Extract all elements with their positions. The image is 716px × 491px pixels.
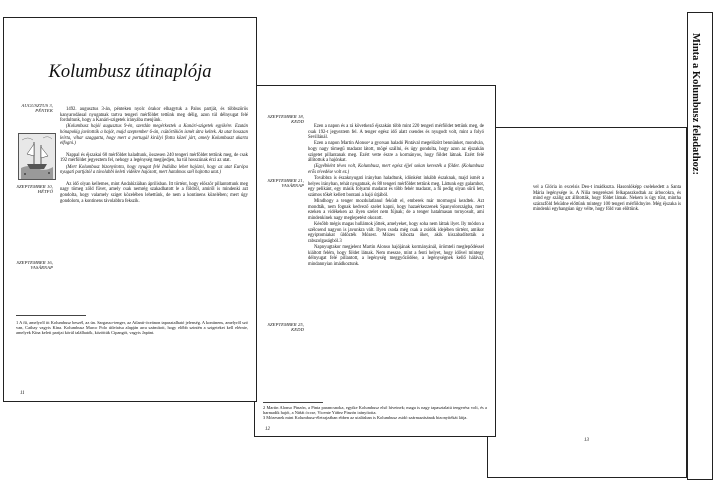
sidebar-panel xyxy=(687,12,713,480)
page-11 xyxy=(3,17,257,402)
page1-paragraph: 1492. augusztus 3-án, pénteken nyolc órakor elhagytuk a Palos partját, és többszörös kanyarodással nyugatnak tartva tengeri mérföldet tettünk meg délig, azon túl délnyugat felé fordultunk, hogy a Kanári-szigetek irányába menjünk. xyxy=(60,107,248,124)
margin-date: SZEPTEMBER 21, xyxy=(267,178,304,183)
page3-paragraph: vel a Glória in excelsis Deo-t imádkozta. Hasonlóképp cselekedett a Santa Mária legénysége is. A Niña tengerészei felkapaszkodtak az árbocokra, és mind egy szálig azt állították, hogy földet látnak. Nekem is úgy tűnt, mintha szárazföld feküdne előttünk mintegy 100 tengeri mérföldnyire. Még éjszaka is mindenki egyhangúan úgy vélte, hogy föld van előttünk. xyxy=(533,185,681,213)
page1-margin-note-2 xyxy=(10,184,53,194)
footnote-divider xyxy=(16,315,86,316)
page2-paragraph: (Egyébként téves volt, Kolumbusz, mert egész éjjel sokan keresték a földet. (Kolumbusz erős tévedése volt ez.) xyxy=(308,164,484,175)
page1-paragraph: (Mert Kolumbusz bizonyította, hogy nyugat felé Indiába lehet hajózni, hogy az utat Európa nyugati partjától a távolabbi keleti vidékre hajózott, mert hatalmas szél hajtotta utat.) xyxy=(60,164,248,176)
ship-engraving-image xyxy=(19,134,55,179)
margin-day: PÉNTEK xyxy=(35,108,53,114)
margin-date: SZEPTEMBER 10, xyxy=(16,184,53,189)
sidebar-title: Minta a Kolumbusz feladathoz: xyxy=(690,33,701,176)
page2-footnote: 3 Mózesnek mint Kolumbusz-életrajzában ebben az utalásban is Kolumbusz zsidó származásának bizonyítékát látja. xyxy=(263,415,468,421)
page-title: Kolumbusz útinaplója xyxy=(48,62,212,82)
page3-text xyxy=(533,185,681,214)
page1-paragraph: (Kolumbusz hajói augusztus 9-én, szerdán megérkeztek a Kanári-szigetek egyikére. Ezután hónapokig javították a hajót, majd szeptember 6-án, csütörtökön ismét útra keltek. Az utat hosszan leírta, vihar szaggatta, hogy mert a portugál királyi flotta közel járt, amely Kolumbuszt akarta elfogni.) xyxy=(60,124,248,147)
margin-day: HÉTFŐ xyxy=(37,189,53,195)
page2-number: 12 xyxy=(265,427,270,432)
page1-paragraph: Nappal és éjszakai 60 mérföldet haladtunk, összesen 240 tengeri mérföldet tettünk meg, de csak 192 mérföldet jegyeztem fel, nehogy a legénység megijedjen, ha túl hosszúnak érzi az utat. xyxy=(60,152,248,164)
page1-margin-note-1 xyxy=(10,103,53,113)
page2-margin-note-1 xyxy=(261,114,304,124)
page-12 xyxy=(254,85,496,437)
margin-date: SZEPTEMBER 16, xyxy=(16,260,53,265)
page2-paragraph: Később mégis magas hullámok jöttek, amelyeket, hogy soha nem láttak ilyet. Ily módon a szélcsend nagyon is javunkra vált. Ilyen csoda még csak a zsidók idejében történt, amikor egyiptomiakat üldözték Mózest. Mózes kihozta őket, akik kiszabadították a rabszolgaságból.3 xyxy=(308,222,484,244)
page3-number: 13 xyxy=(584,438,589,443)
page1-number: 11 xyxy=(20,391,25,396)
footnote-divider xyxy=(263,402,323,403)
margin-day: VASÁRNAP xyxy=(281,183,304,189)
page1-margin-note-3 xyxy=(10,260,53,270)
page1-paragraph: Az idő olyan kellemes, mint Andalúziában áprilisban. Itt történt, hogy először pillantottunk meg nagy tömeg zöld füvet, amely csak nemrég szakadhatott le a földről, amiről is mindenki azt gondolta, hogy valamely sziget közelében lehettünk, de nem a kontinens közelében; mert úgy gondolom, a kontinens távolabbra fekszik. xyxy=(60,181,248,204)
page2-paragraph: Mindhogy a tenger mozdulatlanul feküdt el, emberek már mormogni kezdtek. Azt mondták, nem fognak kedvező szelet kapni, hogy hazaérkezzenek Spanyolországba, mert ezeken a vidékeken az ilyen szelet nem fújnak; de a tenger hatalmasan tornyosult, ami mindenkinek nagy meglepetést okozott. xyxy=(308,199,484,221)
page2-footnote: 2 Martin Alonso Pinzón, a Pinta parancsnoka, egyike Kolumbusz első híveinek; maga is nagy tapasztalatú tengerész volt, és a harmadik hajót, a Niñát öccse, Vicente Yáñez Pinzón irányította. xyxy=(263,405,487,416)
margin-date: AUGUSZTUS 3, xyxy=(21,103,53,108)
margin-date: SZEPTEMBER 18, xyxy=(267,114,304,119)
page1-footnote: 1 A fű, amelyről itt Kolumbusz beszél, az ún. Sargasso-tenger, az Atlanti-óceánon tapasztalható jelenség. A kontinens, amelyről szó van, Cathay vagyis Kína. Kolumbusz Marco Polo útleírása alapján arra számított, hogy előbb szintén a szigeteket kell elérnie, amelyek Kína keleti partjai körül találhatók, közöttük Cipangót, vagyis Japánt. xyxy=(16,320,248,336)
page-13 xyxy=(487,127,687,478)
page2-footnotes xyxy=(263,405,487,421)
margin-day: KEDD xyxy=(291,327,304,333)
page2-margin-note-3 xyxy=(261,322,304,332)
page2-paragraph: Napnyugtakor megjelent Martin Alonso hajójának kormányánál, örömteli meglepődéssel kiáltott felém, hogy földet látnak. Nem messze, mint a fenti helyet, hogy idővel mintegy délnyugat felé pillantott, a legénység meggyőződése, a legénységnek kellő hálával, mindannyian imádkoztunk. xyxy=(308,245,484,267)
margin-day: VASÁRNAP xyxy=(30,265,53,271)
page2-paragraph: Továbbra is északnyugati irányban haladtunk, idönként inkább északnak, majd ismét a helyes irányban, tehát nyugatnak, és 88 tengeri mérföldet tettünk meg. Láttunk egy galambot, egy pelikánt, egy másik folyami madarat és több fehér madarat, a fű pedig olyan sűrű lett, számos tőkét kellett bontani a hajó útjából. xyxy=(308,176,484,198)
page2-margin-note-2 xyxy=(261,178,304,188)
ship-engraving-illustration xyxy=(18,133,56,180)
page2-text xyxy=(308,124,484,268)
margin-date: SZEPTEMBER 25, xyxy=(267,322,304,327)
margin-day: KEDD xyxy=(291,119,304,125)
page2-paragraph: Ezen a napon Martin Alonso² a gyorsan haladó Pintával megelőzött bennünket, mondván, hogy nagy tömegű madarat látott, mögé szállni, és úgy gondolta, hogy azon az éjszakán szigetet pillantanak meg. Ezért vette észre a kormányos, hogy földet látnak. Ezért felé állítottuk a hajónkat. xyxy=(308,141,484,164)
page1-text xyxy=(60,107,248,205)
page2-paragraph: Ezen a napon és a rá következő éjszakán több mint 220 tengeri mérföldet tettünk meg, de csak 192-t jegyeztem fel. A tenger egész idő alatt csendes és nyugodt volt, mint a folyó Sevillánál. xyxy=(308,124,484,141)
